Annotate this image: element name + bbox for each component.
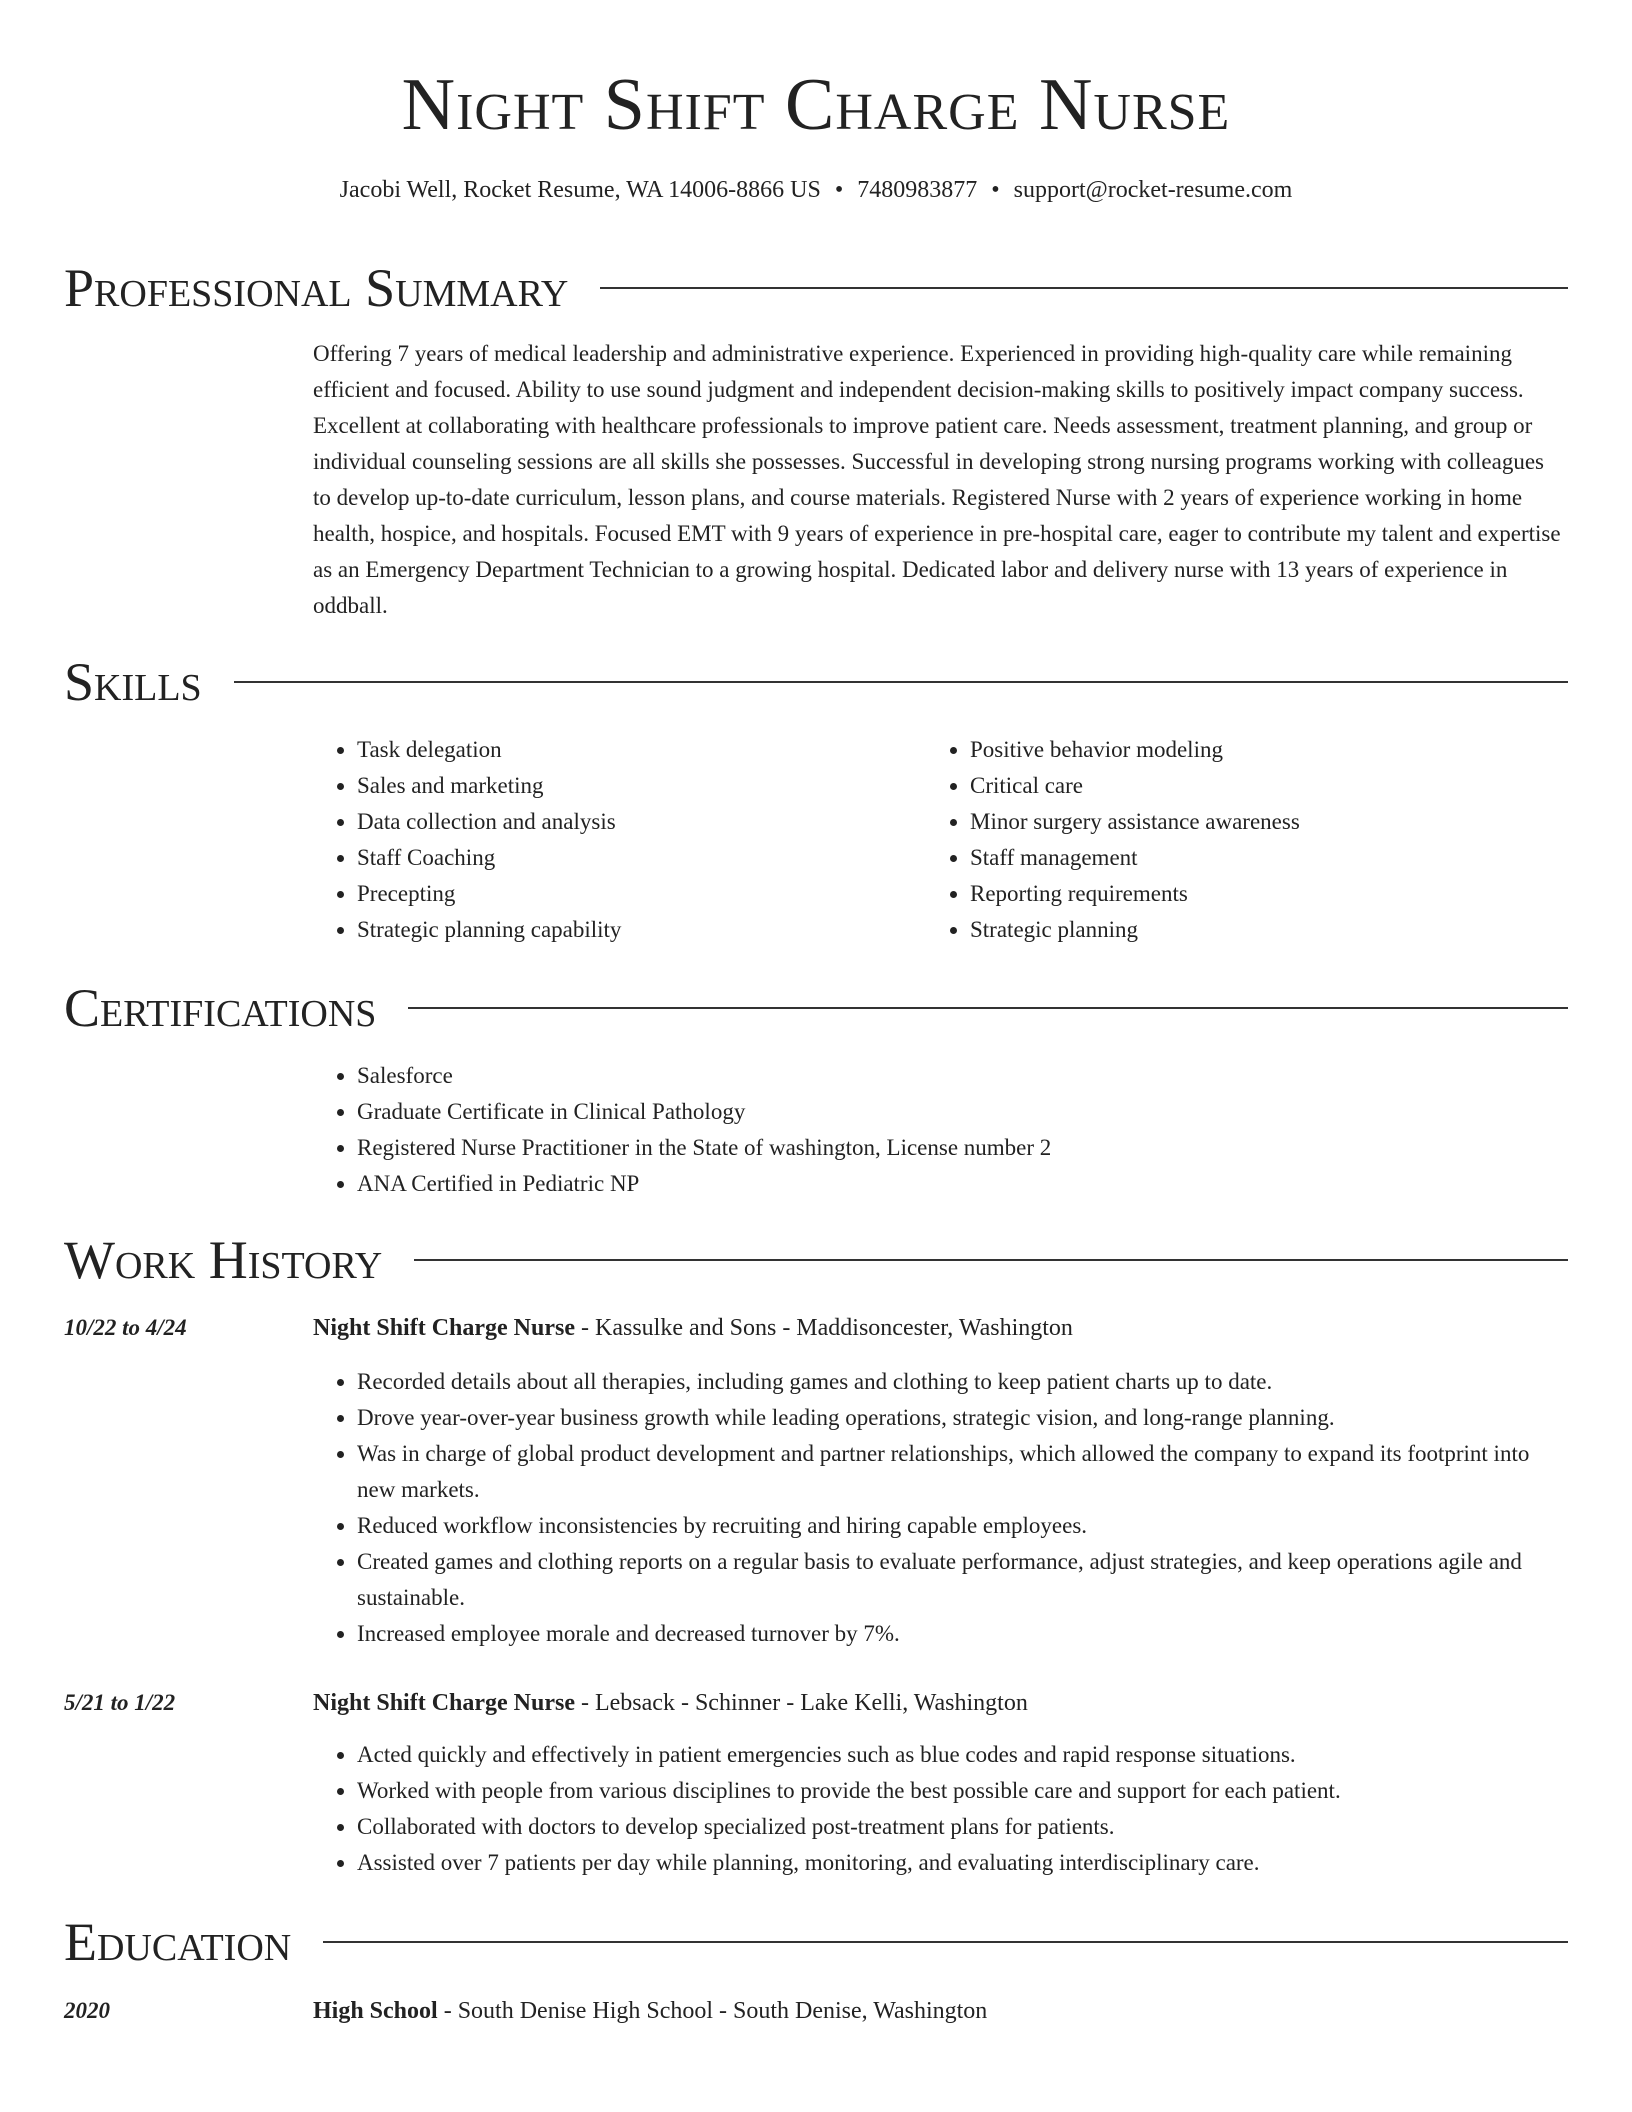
job-bullet: • Reduced workflow inconsistencies by recruiting and hiring capable employees.: [357, 1508, 1563, 1544]
certifications-section-header: [64, 978, 1568, 1038]
job-bullet: • Recorded details about all therapies, including games and clothing to keep patient charts up to date.: [357, 1364, 1563, 1400]
skills-column-right: [926, 732, 1566, 948]
job-dates: 10/22 to 4/24: [64, 1315, 187, 1340]
skill-item: • Strategic planning capability: [357, 912, 873, 948]
summary-heading: Professional Summary: [64, 258, 569, 318]
job-employer: - Lebsack - Schinner - Lake Kelli, Washington: [575, 1690, 1028, 1716]
contact-line: [0, 172, 1632, 208]
job-bullet: • Created games and clothing reports on a regular basis to evaluate performance, adjust strategies, and keep operations agile and sustainable.: [357, 1544, 1563, 1616]
skill-item: • Positive behavior modeling: [970, 732, 1566, 768]
skills-heading: Skills: [64, 652, 202, 712]
skill-item: • Task delegation: [357, 732, 873, 768]
skill-item: • Staff management: [970, 840, 1566, 876]
education-heading: Education: [64, 1912, 292, 1972]
job-title: Night Shift Charge Nurse: [313, 1315, 575, 1341]
contact-phone: 7480983877: [857, 177, 978, 203]
summary-text: Offering 7 years of medical leadership and administrative experience. Experienced in providing high-quality care while remaining efficient and focused. Ability to use sound judgment and independent decision-making skills to positively impact company success. Excellent at collaborating with healthcare professionals to improve patient care. Needs assessment, treatment planning, and group or individual counseling sessions are all skills she possesses. Successful in developing strong nursing programs working with colleagues to develop up-to-date curriculum, lesson plans, and course materials. Registered Nurse with 2 years of experience working in home health, hospice, and hospitals. Focused EMT with 9 years of experience in pre-hospital care, eager to contribute my talent and expertise as an Emergency Department Technician to a growing hospital. Dedicated labor and delivery nurse with 13 years of experience in oddball.: [313, 341, 1561, 618]
skill-item: • Data collection and analysis: [357, 804, 873, 840]
skills-section-header: [64, 652, 1568, 712]
section-divider: [408, 1007, 1568, 1009]
job-bullet: • Acted quickly and effectively in patient emergencies such as blue codes and rapid response situations.: [357, 1737, 1563, 1773]
skill-item: • Critical care: [970, 768, 1566, 804]
job-bullet: • Assisted over 7 patients per day while planning, monitoring, and evaluating interdisciplinary care.: [357, 1845, 1563, 1881]
education-school: - South Denise High School - South Denise, Washington: [437, 1998, 988, 2024]
contact-address: Jacobi Well, Rocket Resume, WA 14006-8866 US: [339, 177, 821, 203]
contact-email: support@rocket-resume.com: [1013, 177, 1293, 203]
certification-item: • Registered Nurse Practitioner in the State of washington, License number 2: [357, 1130, 1563, 1166]
education-section-header: [64, 1912, 1568, 1972]
skill-item: • Precepting: [357, 876, 873, 912]
skill-item: • Staff Coaching: [357, 840, 873, 876]
education-degree: High School: [313, 1998, 438, 2024]
section-divider: [414, 1259, 1568, 1261]
job-bullet: • Increased employee morale and decreased turnover by 7%.: [357, 1616, 1563, 1652]
section-divider: [600, 287, 1568, 289]
job-bullet: • Drove year-over-year business growth while leading operations, strategic vision, and long-range planning.: [357, 1400, 1563, 1436]
work-section-header: [64, 1230, 1568, 1290]
contact-separator: •: [991, 177, 1000, 203]
section-divider: [234, 681, 1568, 683]
job-bullets: [313, 1364, 1563, 1652]
job-title: Night Shift Charge Nurse: [313, 1690, 575, 1716]
skill-item: • Minor surgery assistance awareness: [970, 804, 1566, 840]
education-year: 2020: [64, 1998, 110, 2023]
contact-separator: •: [834, 177, 844, 203]
job-bullets: [313, 1737, 1563, 1881]
job-bullet: • Worked with people from various disciplines to provide the best possible care and support for each patient.: [357, 1773, 1563, 1809]
resume-title: Night Shift Charge Nurse: [401, 64, 1231, 146]
certifications-list: [313, 1058, 1563, 1202]
education-entry: [313, 1993, 1563, 2029]
skills-column-left: [313, 732, 873, 948]
job-header: [313, 1310, 1563, 1346]
skill-item: • Sales and marketing: [357, 768, 873, 804]
certification-item: • Graduate Certificate in Clinical Pathology: [357, 1094, 1563, 1130]
job-employer: - Kassulke and Sons - Maddisoncester, Washington: [575, 1315, 1073, 1341]
work-heading: Work History: [64, 1230, 383, 1290]
job-header: [313, 1685, 1563, 1721]
section-divider: [323, 1941, 1568, 1943]
certification-item: • ANA Certified in Pediatric NP: [357, 1166, 1563, 1202]
skill-item: • Reporting requirements: [970, 876, 1566, 912]
certifications-heading: Certifications: [64, 978, 377, 1038]
certification-item: • Salesforce: [357, 1058, 1563, 1094]
skill-item: • Strategic planning: [970, 912, 1566, 948]
job-bullet: • Collaborated with doctors to develop specialized post-treatment plans for patients.: [357, 1809, 1563, 1845]
job-bullet: • Was in charge of global product development and partner relationships, which allowed the company to expand its footprint into new markets.: [357, 1436, 1563, 1508]
job-dates: 5/21 to 1/22: [64, 1690, 176, 1715]
summary-section-header: [64, 258, 1568, 318]
